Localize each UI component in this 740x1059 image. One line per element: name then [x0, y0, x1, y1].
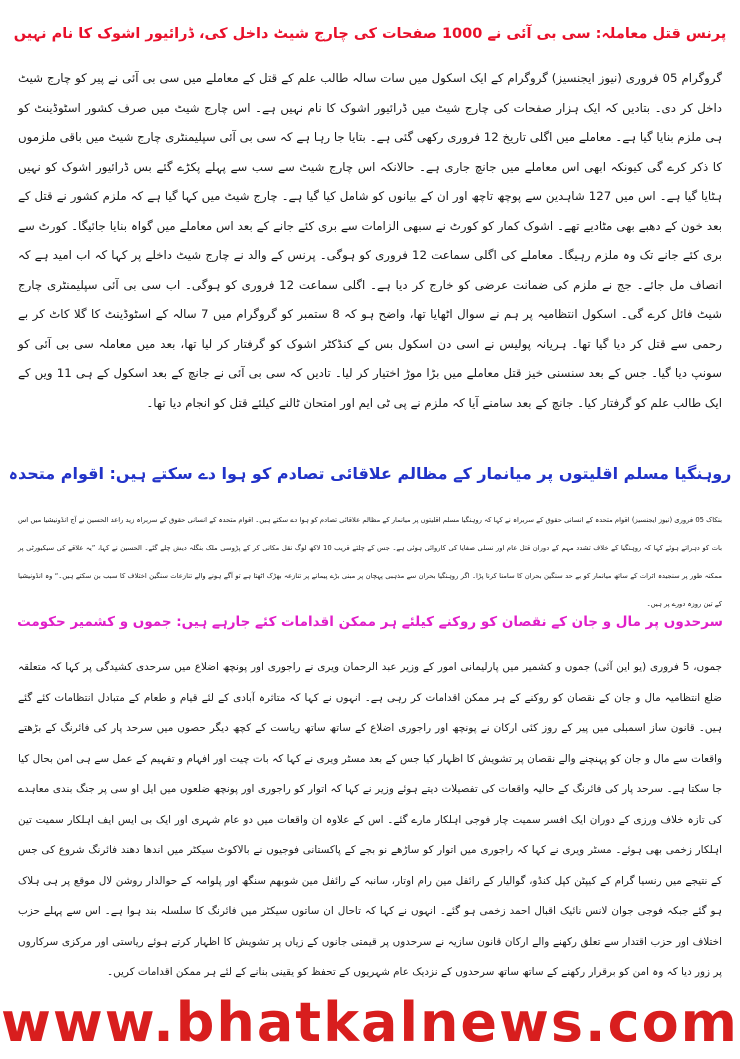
article-rohingya-body	[18, 506, 723, 608]
headline-jk-government-border: سرحدوں پر مال و جان کے نقصان کو روکنے کیلئے ہر ممکن اقدامات کئے جارہے ہیں: جموں و کشمیر حکومت	[17, 614, 723, 630]
article-paragraph: جموں، 5 فروری (یو این آئی) جموں و کشمیر میں پارلیمانی امور کے وزیر عبد الرحمان ویری نے راجوری اور پونچھ اضلاع میں سرحدی کشیدگی پر کہا کہ متعلقہ ضلع انتظامیہ مال و جان کے نقصان کو روکنے کے ہر ممکن اقدامات کر رہی ہے۔ انہوں نے کہا کہ متاثرہ آبادی کے لئے قیام و طعام کے متبادل انتظامات کئے گئے ہیں۔ قانون ساز اسمبلی میں پیر کے روز کئی ارکان نے پونچھ اور راجوری اضلاع کے ساتھ ساتھ ریاست کے کچھ دیگر حصوں میں سرحد پار کی فائرنگ کے بڑھتے واقعات سے مال و جان کو پہنچنے والے نقصان پر تشویش کا اظہار کیا جس کے بعد مسٹر ویری نے کہا کہ بات چیت اور افہام و تفہیم کے عمل سے ہی امن بحال کیا جا سکتا ہے۔ سرحد پار کی فائرنگ کے حالیہ واقعات کی تفصیلات دیتے ہوئے وزیر نے کہا کہ اتوار کو راجوری اور پونچھ ضلعوں میں ایل او سی پر جنگ بندی معاہدے کی تازہ خلاف ورزی کے دوران ایک افسر سمیت چار فوجی اہلکار مارے گئے۔ اس کے علاوہ ان واقعات میں دو عام شہری اور ایک بی ایس ایف اہلکار سمیت تین اہلکار زخمی بھی ہوئے۔ مسٹر ویری نے کہا کہ راجوری میں اتوار کو ساڑھے نو بجے کے پاکستانی فوجیوں نے بالاکوٹ سیکٹر میں اندھا دھند فائرنگ شروع کی جس کے نتیجے میں رنسیا گرام کے کیپٹن کپل کنڈو، گوالیار کے رائفل مین رام اوتار، سانبہ کے رائفل مین شوبھم سنگھ اور پلوامہ کے حوالدار روشن لال موقع پر ہی ہلاک ہو گئے جبکہ فوجی جوان لانس نائیک اقبال احمد زخمی ہو گئے۔ انہوں نے کہا کہ تاحال ان ساتوں سیکٹر میں فائرنگ کا سلسلہ بند ہوا ہے۔ اس سے پہلے حزب اختلاف اور حزب اقتدار سے تعلق رکھنے والے ارکان قانون سازیہ نے سرحدوں پر قیمتی جانوں کے زیاں پر تشویش کا اظہار کرتے ہوئے ریاستی اور مرکزی سرکاروں پر زور دیا کہ وہ امن کو برقرار رکھنے کے ساتھ ساتھ سرحدوں کے نزدیک عام شہریوں کے تحفظ کو یقینی بنانے کے لئے ہر ممکن اقدامات کریں۔	[18, 661, 722, 978]
website-footer-link[interactable]: www.bhatkalnews.com	[1, 991, 739, 1054]
article-prince-murder-body	[18, 64, 722, 448]
headline-prince-murder-case: پرنس قتل معاملہ: سی بی آئی نے 1000 صفحات کی چارج شیٹ داخل کی، ڈرائیور اشوک کا نام نہیں	[13, 26, 727, 42]
article-jk-border-body	[18, 652, 722, 990]
headline-rohingya-un: روہنگیا مسلم اقلیتوں پر میانمار کے مظالم علاقائی تصادم کو ہوا دے سکتے ہیں: اقوام متحدہ	[8, 464, 732, 483]
article-paragraph: بنکاک 05 فروری (نیوز ایجنسیز) اقوام متحدہ کے انسانی حقوق کے سربراہ نے کہا کہ روہنگیا مسلم اقلیتوں پر میانمار کے مظالم علاقائی تصادم کو ہوا دے سکتے ہیں۔ اقوام متحدہ کے انسانی حقوق کے سربراہ زید راعد الحسین نے آج انڈونیشیا میں اس بات کو دہراتے ہوئے کہا کہ روہنگیا کے خلاف تشدد مہم کے دوران قتل عام اور نسلی صفایا کی کاروائی ہوئی ہے۔ جس کے چلتے قریب 10 لاکھ لوگ نقل مکانی کر کے پڑوسی ملک بنگلہ دیش چلے گئے۔ الحسین نے کہا، ”یہ علاقے کی سیکیورٹی پر ممکنہ طور پر سنجیدہ اثرات کے ساتھ میانمار کو بے حد سنگین بحران کا سامنا کرنا پڑا۔ اگر روہنگیا بحران سے مذہبی پہچان پر مبنی بڑے پیمانے پر تنازعہ بھڑک اٹھتا ہے تو آگے ہونے والے تنازعات سنگین اختلاف کا سبب بن سکتے ہیں۔“ وہ انڈونیشیا کے تین روزہ دورے پر ہیں۔	[18, 516, 723, 608]
article-paragraph: گروگرام 05 فروری (نیوز ایجنسیز) گروگرام کے ایک اسکول میں سات سالہ طالب علم کے قتل کے معاملے میں سی بی آئی نے پیر کو چارج شیٹ داخل کر دی۔ بتادیں کہ ایک ہزار صفحات کی چارج شیٹ میں ڈرائیور اشوک کا نام نہیں ہے۔ اس چارج شیٹ میں صرف کشور اسٹوڈینٹ کو ہی ملزم بنایا گیا ہے۔ معاملے میں اگلی تاریخ 12 فروری رکھی گئی ہے۔ بتایا جا رہا ہے کہ سی بی آئی سپلیمنٹری چارج شیٹ میں باقی ملزموں کا ذکر کرے گی کیونکہ ابھی اس معاملے میں جانچ جاری ہے۔ حالانکہ اس چارج شیٹ سے سب سے پہلے پکڑے گئے بس ڈرائیور اشوک کو نہیں ہٹایا گیا ہے۔ اس میں 127 شاہدین سے پوچھ تاچھ اور ان کے بیانوں کو شامل کیا گیا ہے۔ چارج شیٹ میں کہا گیا ہے کہ ملزم کشور نے قتل کے بعد خون کے دھبے بھی مٹادیے تھے۔ اشوک کمار کو کورٹ نے سبھی الزامات سے بری کئے جانے کے بعد اس معاملے میں گواہ بنایا جائیگا۔ کورٹ سے بری کئے جانے تک وہ ملزم رہیگا۔ معاملے کی اگلی سماعت 12 فروری کو ہوگی۔ پرنس کے والد نے چارج شیٹ داخلے پر کہا کہ اب امید ہے کہ انصاف مل جائے۔ جج نے ملزم کی ضمانت عرضی کو خارج کر دیا ہے۔ اگلی سماعت 12 فروری کو ہوگی۔ اب سی بی آئی سپلیمنٹری چارج شیٹ فائل کرے گی۔ اسکول انتظامیہ پر ہم نے سوال اٹھایا تھا، واضح ہو کہ 8 ستمبر کو گروگرام میں 7 سالہ کے اسٹوڈینٹ کا گلا کاٹ کر بے رحمی سے قتل کر دیا گیا تھا۔ ہریانہ پولیس نے اسی دن اسکول بس کے کنڈکٹر اشوک کو گرفتار کر لیا تھا، بعد میں معاملہ سی بی آئی کو سونپ دیا گیا۔ جس کے بعد سنسنی خیز قتل معاملے میں بڑا موڑ اختیار کر لیا۔ تادیں کہ سی بی آئی نے جانچ کے بعد اسکول کے ہی 11 ویں کے ایک طالب علم کو گرفتار کیا۔ جانچ کے بعد سامنے آیا کہ ملزم نے پی ٹی ایم اور امتحان ٹالنے کیلئے قتل کو انجام دیا تھا۔	[18, 71, 723, 410]
